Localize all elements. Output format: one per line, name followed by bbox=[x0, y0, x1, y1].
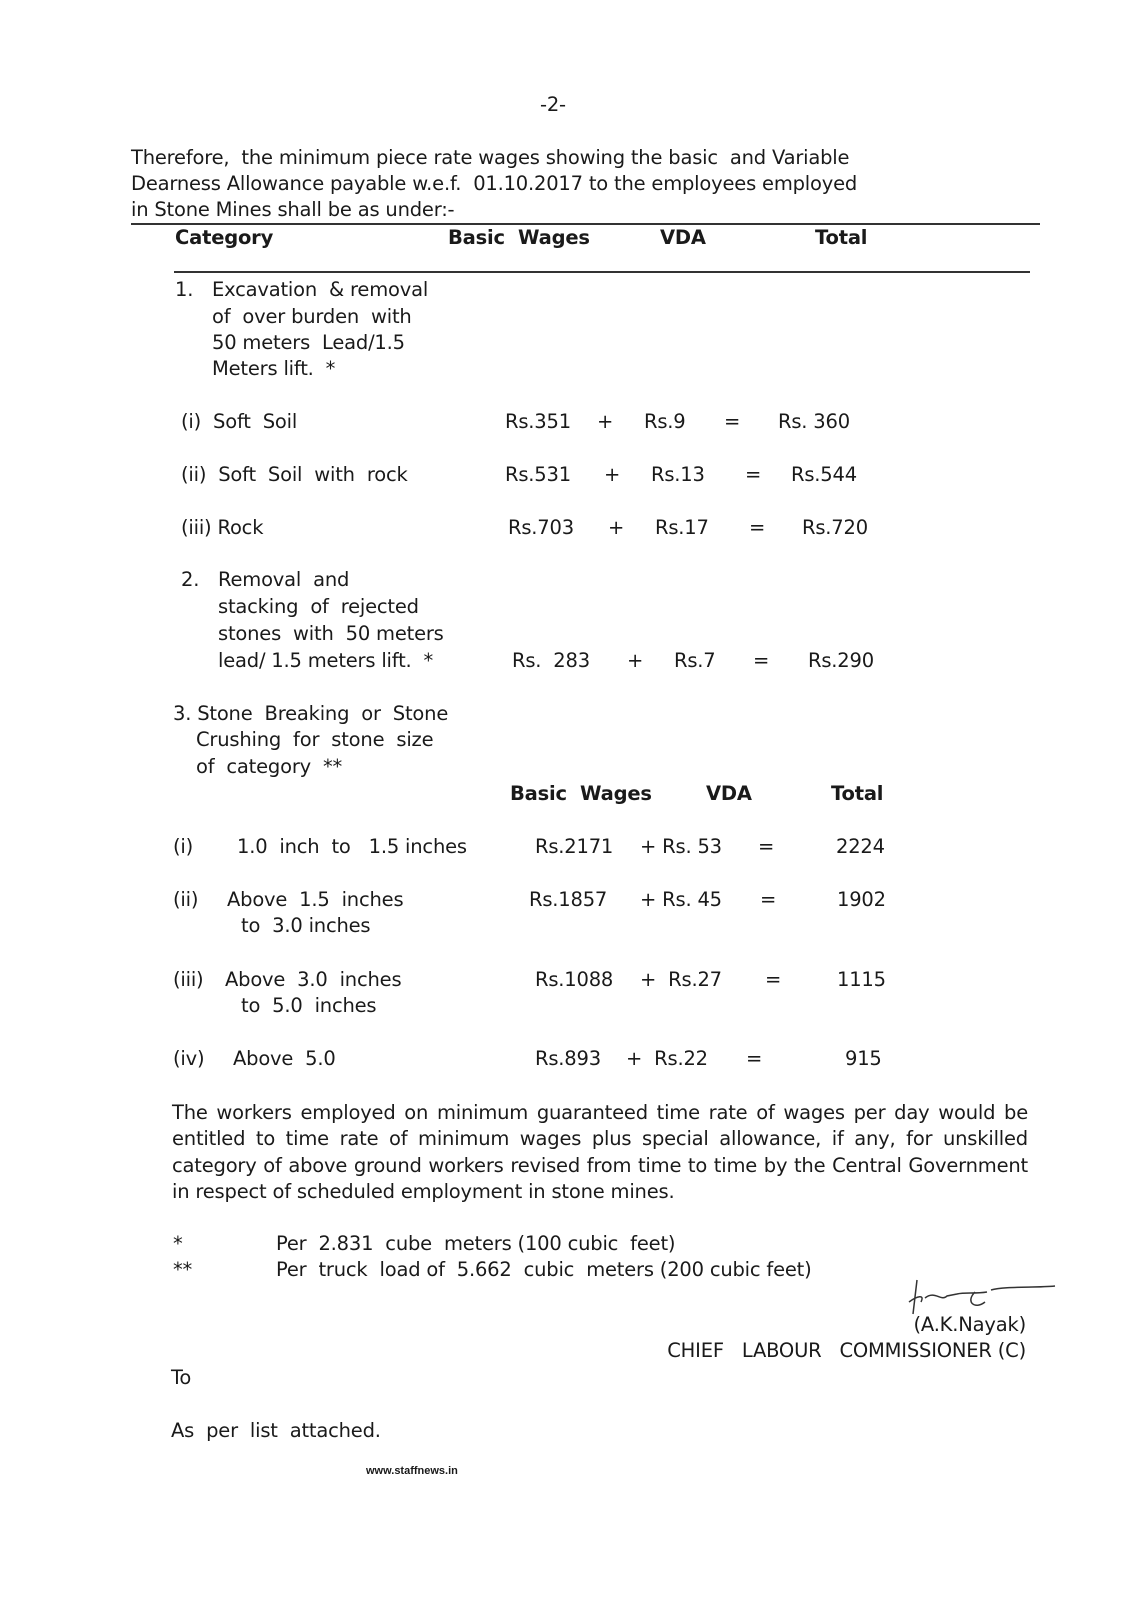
item3-desc: of category ** bbox=[196, 755, 343, 778]
item3-desc: Crushing for stone size bbox=[196, 728, 434, 751]
row-basic: Rs. 283 bbox=[512, 649, 590, 672]
page-number: -2- bbox=[540, 93, 566, 116]
row-number: (ii) bbox=[173, 888, 199, 911]
row-equals: = bbox=[765, 968, 782, 991]
intro-line: in Stone Mines shall be as under:- bbox=[131, 198, 455, 221]
row-basic: Rs.2171 bbox=[535, 835, 614, 858]
row-label: Above 5.0 bbox=[233, 1047, 336, 1070]
row-vda: Rs.13 bbox=[651, 463, 705, 486]
item2-desc: stones with 50 meters bbox=[218, 622, 444, 645]
row-equals: = bbox=[724, 410, 741, 433]
row-total: 2224 bbox=[836, 835, 885, 858]
row-total: 1902 bbox=[837, 888, 886, 911]
header-total: Total bbox=[815, 226, 868, 249]
item3-desc: 3. Stone Breaking or Stone bbox=[173, 702, 449, 725]
row-total: 1115 bbox=[837, 968, 886, 991]
row-vda: Rs.17 bbox=[655, 516, 709, 539]
item1-desc: of over burden with bbox=[212, 305, 412, 328]
watermark: www.staffnews.in bbox=[366, 1465, 458, 1477]
item3-header-basic: Basic Wages bbox=[510, 782, 652, 805]
row-total: Rs. 360 bbox=[778, 410, 850, 433]
row-plus: + bbox=[597, 410, 614, 433]
signatory-name: (A.K.Nayak) bbox=[913, 1313, 1026, 1336]
row-total: Rs.720 bbox=[802, 516, 868, 539]
header-category: Category bbox=[175, 226, 274, 249]
note-mark: ** bbox=[173, 1258, 193, 1281]
row-label: (iii) Rock bbox=[181, 516, 264, 539]
note-mark: * bbox=[173, 1232, 183, 1255]
recipients: As per list attached. bbox=[171, 1419, 381, 1442]
item2-desc: lead/ 1.5 meters lift. * bbox=[218, 649, 434, 672]
header-bottom-rule bbox=[174, 271, 1030, 273]
row-basic: Rs.893 bbox=[535, 1047, 601, 1070]
note-text: Per 2.831 cube meters (100 cubic feet) bbox=[276, 1232, 676, 1255]
row-label: (i) Soft Soil bbox=[181, 410, 298, 433]
table-top-rule bbox=[131, 223, 1040, 225]
row-equals: = bbox=[760, 888, 777, 911]
item1-number: 1. bbox=[175, 278, 194, 301]
row-basic: Rs.531 bbox=[505, 463, 571, 486]
row-vda: + Rs. 53 bbox=[640, 835, 722, 858]
row-vda: Rs.9 bbox=[644, 410, 686, 433]
item1-desc: Meters lift. * bbox=[212, 357, 336, 380]
header-vda: VDA bbox=[660, 226, 706, 249]
row-equals: = bbox=[745, 463, 762, 486]
intro-line: Dearness Allowance payable w.e.f. 01.10.2017 to the employees employed bbox=[131, 172, 858, 195]
to-label: To bbox=[171, 1366, 192, 1389]
item2-number: 2. bbox=[181, 568, 200, 591]
row-label: to 5.0 inches bbox=[241, 994, 377, 1017]
row-basic: Rs.703 bbox=[508, 516, 574, 539]
signatory-designation: CHIEF LABOUR COMMISSIONER (C) bbox=[667, 1339, 1026, 1362]
row-equals: = bbox=[746, 1047, 763, 1070]
row-label: to 3.0 inches bbox=[241, 914, 371, 937]
row-label: 1.0 inch to 1.5 inches bbox=[237, 835, 467, 858]
item2-desc: stacking of rejected bbox=[218, 595, 419, 618]
row-label: Above 3.0 inches bbox=[225, 968, 402, 991]
item1-desc: Excavation & removal bbox=[212, 278, 429, 301]
row-equals: = bbox=[758, 835, 775, 858]
row-number: (iii) bbox=[173, 968, 204, 991]
row-vda: + Rs.22 bbox=[626, 1047, 708, 1070]
row-basic: Rs.351 bbox=[505, 410, 571, 433]
note-text: Per truck load of 5.662 cubic meters (200 cubic feet) bbox=[276, 1258, 812, 1281]
row-number: (i) bbox=[173, 835, 194, 858]
row-total: Rs.544 bbox=[791, 463, 857, 486]
row-vda: + Rs.27 bbox=[640, 968, 722, 991]
row-equals: = bbox=[749, 516, 766, 539]
item1-desc: 50 meters Lead/1.5 bbox=[212, 331, 405, 354]
intro-line: Therefore, the minimum piece rate wages showing the basic and Variable bbox=[131, 146, 850, 169]
item3-header-total: Total bbox=[831, 782, 884, 805]
row-plus: + bbox=[608, 516, 625, 539]
row-total: 915 bbox=[845, 1047, 882, 1070]
row-label: Above 1.5 inches bbox=[227, 888, 404, 911]
item3-header-vda: VDA bbox=[706, 782, 752, 805]
header-basic: Basic Wages bbox=[448, 226, 590, 249]
row-basic: Rs.1088 bbox=[535, 968, 614, 991]
row-number: (iv) bbox=[173, 1047, 205, 1070]
row-vda: Rs.7 bbox=[674, 649, 716, 672]
item2-desc: Removal and bbox=[218, 568, 350, 591]
body-paragraph: The workers employed on minimum guaranteed time rate of wages per day would be entitled to time rate of minimum wages plus special allowance, if any, for unskilled category of above ground workers revised from time to time by the Central Government in respect of scheduled employment in stone mines. bbox=[172, 1101, 1028, 1203]
row-total: Rs.290 bbox=[808, 649, 874, 672]
row-equals: = bbox=[753, 649, 770, 672]
row-plus: + bbox=[604, 463, 621, 486]
row-basic: Rs.1857 bbox=[529, 888, 608, 911]
row-plus: + bbox=[627, 649, 644, 672]
row-vda: + Rs. 45 bbox=[640, 888, 722, 911]
row-label: (ii) Soft Soil with rock bbox=[181, 463, 408, 486]
